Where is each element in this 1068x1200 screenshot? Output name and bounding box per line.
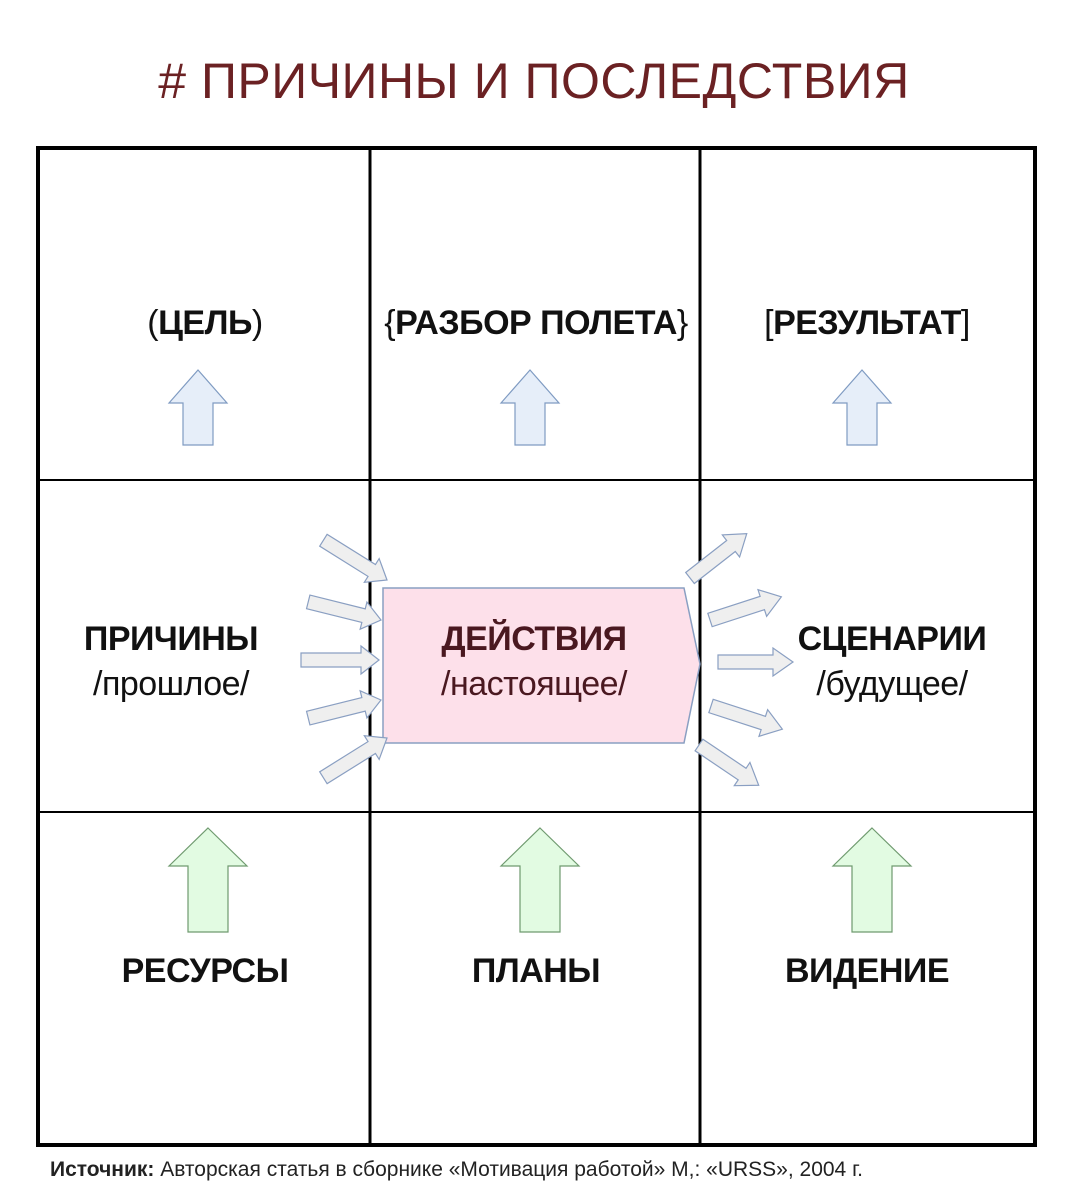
actions-label <box>383 620 685 704</box>
up-arrow-resources-icon <box>169 828 247 932</box>
goal-open-bracket: ( <box>147 304 159 342</box>
resources-label: РЕСУРСЫ <box>121 952 289 990</box>
outgoing-arrow-5-icon <box>691 733 766 796</box>
up-arrow-goal-icon <box>169 370 227 445</box>
vision-label: ВИДЕНИЕ <box>784 952 950 990</box>
causes-title: ПРИЧИНЫ <box>83 620 259 658</box>
scenarios-title: СЦЕНАРИИ <box>797 620 987 658</box>
scenarios-label <box>782 620 1002 704</box>
causes-label <box>40 620 302 704</box>
up-arrow-vision-icon <box>833 828 911 932</box>
page-title: # ПРИЧИНЫ И ПОСЛЕДСТВИЯ <box>158 53 910 109</box>
incoming-arrow-2-icon <box>305 588 385 633</box>
incoming-arrow-1-icon <box>316 528 394 591</box>
outgoing-arrow-4-icon <box>707 693 787 743</box>
review-close-bracket: } <box>676 304 688 342</box>
outgoing-arrow-1-icon <box>681 523 755 589</box>
review-open-bracket: { <box>384 304 396 342</box>
source-prefix: Источник: <box>50 1158 155 1181</box>
goal-label <box>40 304 370 343</box>
up-arrow-result-icon <box>833 370 891 445</box>
result-close-bracket: ] <box>960 304 970 342</box>
result-open-bracket: [ <box>764 304 774 342</box>
scenarios-subtitle: /будущее/ <box>816 665 968 703</box>
goal-text: ЦЕЛЬ <box>158 304 252 342</box>
result-text: РЕЗУЛЬТАТ <box>773 304 961 342</box>
result-label <box>702 304 1032 343</box>
actions-title: ДЕЙСТВИЯ <box>441 620 627 658</box>
causes-subtitle: /прошлое/ <box>93 665 249 703</box>
incoming-arrow-4-icon <box>305 686 385 731</box>
up-arrow-review-icon <box>501 370 559 445</box>
review-label <box>372 304 700 343</box>
plans-label: ПЛАНЫ <box>471 952 601 990</box>
source-text: Авторская статья в сборнике «Мотивация работой» М,: «URSS», 2004 г. <box>160 1158 864 1181</box>
up-arrow-plans-icon <box>501 828 579 932</box>
actions-subtitle: /настоящее/ <box>441 665 627 703</box>
review-text: РАЗБОР ПОЛЕТА <box>395 304 677 342</box>
incoming-arrow-3-icon <box>301 646 379 674</box>
outgoing-arrow-2-icon <box>706 584 786 634</box>
source-note <box>50 1158 863 1182</box>
goal-close-bracket: ) <box>251 304 263 342</box>
